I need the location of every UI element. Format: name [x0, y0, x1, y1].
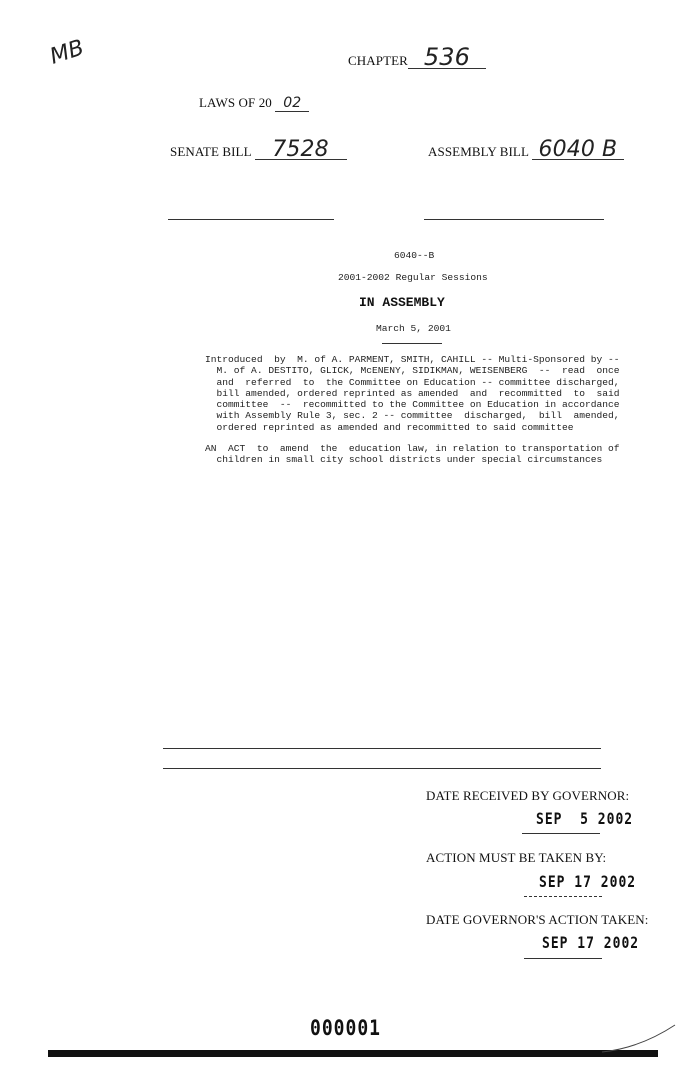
action-by-underline — [524, 896, 602, 897]
introduction-line: committee -- recommitted to the Committee on Education in accordance — [205, 399, 620, 411]
senate-bill-line — [170, 137, 347, 162]
introduction-line: M. of A. DESTITO, GLICK, McENENY, SIDIKMAN, WEISENBERG -- read once — [205, 365, 620, 377]
introduction-line: with Assembly Rule 3, sec. 2 -- committee discharged, bill amended, — [205, 410, 620, 422]
introduction-line: and referred to the Committee on Education -- committee discharged, — [205, 376, 620, 388]
introduction-paragraph — [205, 354, 620, 433]
bottom-rule-1 — [163, 748, 601, 749]
assembly-bill-number: 6040 B — [532, 141, 624, 160]
action-by-label: ACTION MUST BE TAKEN BY: — [426, 850, 607, 865]
senate-bill-label: SENATE BILL — [170, 144, 252, 159]
blank-rule-right — [424, 219, 604, 220]
date-underline — [382, 343, 442, 344]
assembly-bill-line — [428, 137, 624, 162]
introduction-line: bill amended, ordered reprinted as amended and recommitted to said — [205, 387, 620, 399]
introduction-line: ordered reprinted as amended and recommitted to said committee — [205, 421, 574, 433]
chapter-number: 536 — [408, 46, 486, 69]
chapter-line — [348, 43, 486, 71]
handwritten-initials: MB — [46, 35, 88, 70]
bill-date: March 5, 2001 — [376, 323, 451, 334]
chapter-label: CHAPTER — [348, 53, 408, 68]
assembly-bill-label: ASSEMBLY BILL — [428, 144, 529, 159]
bottom-rule-2 — [163, 768, 601, 769]
received-date-stamp: SEP 5 2002 — [536, 810, 634, 829]
scan-bottom-bar — [48, 1050, 658, 1057]
introduction-line: Introduced by M. of A. PARMENT, SMITH, CAHILL -- Multi-Sponsored by -- — [205, 354, 620, 365]
laws-of-line — [199, 95, 309, 112]
action-taken-underline — [524, 958, 602, 959]
sessions: 2001-2002 Regular Sessions — [338, 272, 488, 283]
print-number: 6040--B — [394, 250, 435, 261]
act-line: AN ACT to amend the education law, in relation to transportation of — [205, 443, 620, 454]
blank-rule-left — [168, 219, 334, 220]
action-by-date-stamp: SEP 17 2002 — [539, 873, 637, 892]
received-underline — [522, 833, 600, 834]
house-title: IN ASSEMBLY — [359, 295, 445, 310]
scan-corner-curve — [600, 1000, 680, 1060]
page-number: 000001 — [310, 1016, 382, 1042]
action-taken-label: DATE GOVERNOR'S ACTION TAKEN: — [426, 912, 649, 927]
act-paragraph — [205, 443, 620, 466]
senate-bill-number: 7528 — [255, 141, 347, 160]
laws-year: 02 — [275, 95, 309, 112]
action-taken-date-stamp: SEP 17 2002 — [542, 934, 640, 953]
received-label: DATE RECEIVED BY GOVERNOR: — [426, 788, 630, 803]
act-line: children in small city school districts under special circumstances — [205, 454, 603, 466]
laws-label: LAWS OF 20 — [199, 95, 272, 110]
